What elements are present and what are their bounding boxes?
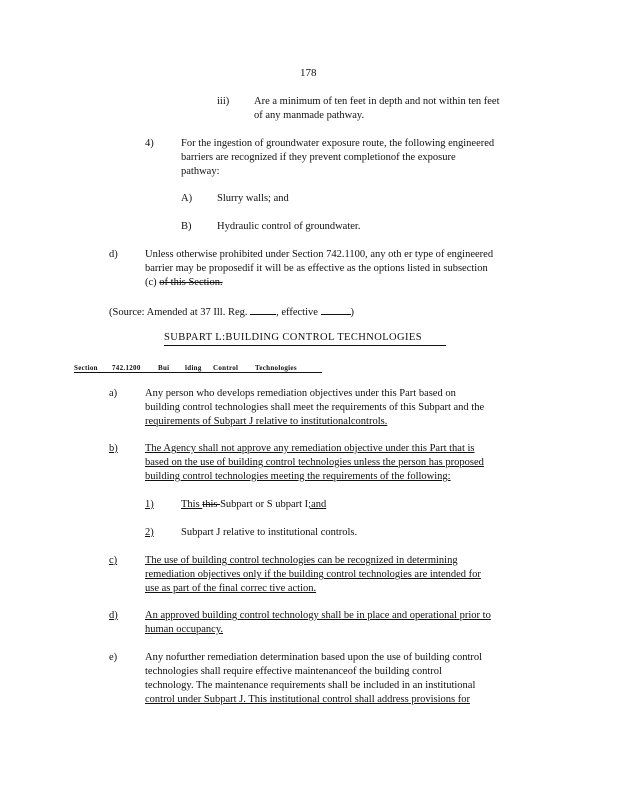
source-mid: , effective: [276, 307, 318, 318]
item-4b-label: B): [181, 221, 192, 232]
item-b1-label: 1): [145, 499, 154, 510]
section-number: 742.1200: [112, 364, 141, 372]
item-4-line: pathway:: [181, 166, 220, 177]
item-b-label: b): [109, 443, 118, 454]
item-iii-label: iii): [217, 96, 230, 107]
item-4-line: For the ingestion of groundwater exposure route, the following engineered: [181, 138, 495, 149]
item-e-line-inserted: control under Subpart J. This institutional control shall address provisions for: [145, 694, 470, 705]
item-b2-label: 2): [145, 527, 154, 538]
item-4b-text: Hydraulic control of groundwater.: [217, 221, 361, 232]
item-b1-inserted: This: [181, 499, 203, 510]
section-heading: [74, 361, 322, 373]
section-title-part: Control: [213, 364, 239, 372]
item-a-line-inserted: requirements of Subpart J relative to institutionalcontrols.: [145, 416, 388, 427]
item-c-line: remediation objectives only if the building control technologies are intended for: [145, 569, 481, 580]
item-iii-line: Are a minimum of ten feet in depth and not within ten feet: [254, 96, 500, 107]
item-d-old-label: d): [109, 249, 118, 260]
item-d-line: human occupancy.: [145, 624, 224, 635]
item-b1-rest: Subpart or S ubpart I: [220, 499, 309, 510]
item-e-line: technologies shall require effective maintenanceof the building control: [145, 666, 442, 677]
section-title-part: Technologies: [255, 364, 297, 372]
item-d-old-line: Unless otherwise prohibited under Section 742.1100, any oth er type of engineered: [145, 249, 494, 260]
item-b1-inserted-end: ;and: [308, 499, 327, 510]
item-c-label: c): [109, 555, 118, 566]
item-b1-text: [181, 498, 326, 512]
item-c-line: The use of building control technologies can be recognized in determining: [145, 555, 458, 566]
item-a-line: Any person who develops remediation objectives under this Part based on: [145, 388, 456, 399]
item-4-label: 4): [145, 138, 154, 149]
item-a-line: building control technologies shall meet the requirements of this Subpart and the: [145, 402, 485, 413]
item-b-line: The Agency shall not approve any remediation objective under this Part that is: [145, 443, 475, 454]
item-d-old-line: [145, 276, 223, 290]
item-4a-label: A): [181, 193, 193, 204]
source-blank-reg: [250, 304, 276, 315]
item-e-line: Any nofurther remediation determination based upon the use of building control: [145, 652, 483, 663]
item-iii-line: of any manmade pathway.: [254, 110, 365, 121]
section-title-part: Bui: [158, 364, 170, 372]
source-prefix: (Source: Amended at 37 Ill. Reg.: [109, 307, 248, 318]
item-e-label: e): [109, 652, 118, 663]
item-d-label: d): [109, 610, 118, 621]
item-4-line: barriers are recognized if they prevent completionof the exposure: [181, 152, 456, 163]
section-title-part: lding: [185, 364, 202, 372]
item-b2-text: Subpart J relative to institutional controls.: [181, 527, 358, 538]
subpart-heading: SUBPART L:BUILDING CONTROL TECHNOLOGIES: [164, 331, 446, 346]
item-c-line: use as part of the final correc tive action.: [145, 583, 317, 594]
item-d-old-line: barrier may be proposedif it will be as effective as the options listed in subsection: [145, 263, 488, 274]
source-blank-date: [321, 304, 351, 315]
item-4a-text: Slurry walls; and: [217, 193, 289, 204]
page-number: 178: [300, 67, 317, 79]
item-b1-struck: this: [202, 499, 221, 510]
item-b-line: based on the use of building control technologies unless the person has proposed: [145, 457, 484, 468]
source-note: [109, 304, 354, 320]
item-b-line: building control technologies meeting the requirements of the following:: [145, 471, 451, 482]
item-d-old-ref: (c): [145, 277, 160, 288]
section-word: Section: [74, 364, 98, 372]
source-suffix: ): [350, 307, 355, 318]
item-d-old-struck: of this Section.: [159, 277, 223, 288]
item-e-line: technology. The maintenance requirements shall be included in an institutional: [145, 680, 476, 691]
item-d-line: An approved building control technology shall be in place and operational prior to: [145, 610, 491, 621]
item-a-label: a): [109, 388, 118, 399]
